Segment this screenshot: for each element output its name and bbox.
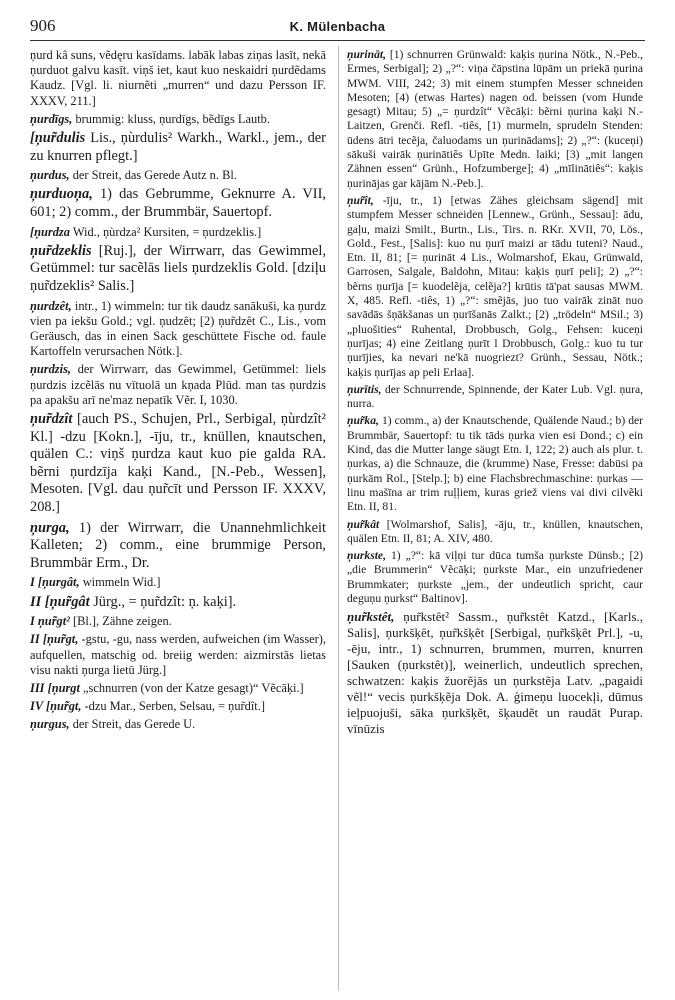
running-head: K. Mülenbacha	[289, 19, 386, 34]
dictionary-entry: ņur̃kstêt, ņur̃kstêt² Sassm., ņur̃kstêt Katzd., [Karls., Salis], ņurkšķêt, ņur̃kšķêt [Serbigal, ņur̃kšķêt Prl.], -u, -ēju, intr., 1) schnurren, brummen, murren, knurren [Sauken (ņurkstêt)], weinerlich, undeutlich sprechen, schwatzen: kaķis žuorẽjās un ņurkstẽja Latv. „pagaidi vẽl!“ vecis ņurkšķẽja Dok. A. ģimeņu luocekļi, dūmus ieļpuojuši, sāka ņurkšķẽt, šķaudẽt un raudāt Purap. vīnūzis	[347, 609, 643, 737]
dictionary-entry: ņurduoņa, 1) das Gebrumme, Geknurre A. VII, 601; 2) comm., der Brummbär, Sauertopf.	[30, 186, 326, 220]
dictionary-entry: III [ņurgt „schnurren (von der Katze gesagt)“ Vẽcāķi.]	[30, 680, 304, 695]
page-number: 906	[30, 16, 56, 35]
page-header	[30, 14, 645, 40]
dictionary-entry: ņurga, 1) der Wirrwarr, die Unannehmlichkeit Kalleten; 2) comm., eine brummige Person, Brummbär Erm., Dr.	[30, 519, 326, 571]
dictionary-entry: ņurdīgs, brummig: kluss, ņurdīgs, bẽdīgs Lautb.	[30, 111, 270, 126]
dictionary-entry: I [ņurgât, wimmeln Wid.]	[30, 575, 161, 590]
dictionary-entry: ņurināt, [1) schnurren Grünwald: kaķis ņurina Nötk., N.-Peb., Ermes, Serbigal]; 2) „?“: viņa čāpstina lūpām un priekā ņurina MWM. VIII, 242; 3) mit einem stumpfen Messer schneiden Mesoten; [4) (etwas Hartes) nagen od. beissen (vom Hunde gesagt) Mitau; 5) „= ņurdzît“ Vẽcāķi: bẽrni ņurina kaķi N.-Laitzen, Grenči. Refl. -tiês, [1) murmeln, sprudeln Stenden: ūdens ātri tecẽja, čaluodams un ņurinādams]; 2) „?“: (kuceņi) sākuši vairāk ņurinātiês Upīte Medn. laiki; [3) „mit langen Zähnen essen“ Grünh., Hofzumberge]; 4) „mīlinātiês“: kaķis ņurinājas gar kājām N.-Peb.].	[347, 48, 643, 190]
header-rule	[30, 40, 645, 41]
dictionary-entry: ņurd kâ suns, vẽdęru kasīdams. labāk labas ziņas lasīt, nekā ņurduot galvu kasīt. viņš iet, kaut kuo neskaidri ņurdẽdams Kaudz. [Vgl. li. niurnẽti „murren“ und dazu Persson IF. XXXV, 211.]	[30, 48, 326, 108]
dictionary-entry: ņur̃kât [Wolmarshof, Salis], -āju, tr., knüllen, knautschen, quälen Etn. II, 81; A. XIV, 480.	[347, 517, 643, 545]
dictionary-entry: II [ņur̃gât Jürg., = ņur̃dzît: ņ. kaķi].	[30, 593, 237, 610]
dictionary-entry: ņurdzis, der Wirrwarr, das Gewimmel, Getümmel: liels ņurdzis izcẽlās nu vītuolā un kņada Plūd. man tas ņurdzis pa apakšu arī ne'maz nepatīk Vẽr. I, 1030.	[30, 362, 326, 407]
left-column	[30, 48, 326, 993]
dictionary-entry: ņur̃ît, -īju, tr., 1) [etwas Zähes gleichsam sägend] mit stumpfem Messer schneiden [Lennew., Grünh., Sessau]: ādu, gaļu, maizi Smilt., Burtn., Lis., Tirs. n. RKr. XVII, 70, Lös., Gold., Fest., [Salis]: kuo nu ņurī maizi ar tādu tuteni? Naud., Etn. II, 81; [= ņurināt 4 Lis., Wolmarshof, Ekau, Grünwald, Garrosen, Salgale, Baldohn, Mitau: kaķis ņurī peli]; 2) „?“: bẽrns ņurīja [= kuodelẽja, celẽja?] krūtis tā'pat sausas MWM. X, 485. Refl. -tiês, 1) „?“: smẽjās, juo tuo vairāk zināt nuo savādās šņākšanas un ņurīšanās Zalkt.; [2) „trödeln“ MSil.; 3) „pluošities“ Ruhental, Drobbusch, Golg., Fehsen: kuceņi ņurījas; 4) eine Zeitlang ņurīt l Drobbusch, Golg.: kuo tu tur ņurījies, ka nevari ne'kā nuogriezt? Grünh., Sessau, Nötk.; kaķis ņurījas ap peli Erlaa].	[347, 193, 643, 379]
dictionary-entry: II [ņur̃gt, -gstu, -gu, nass werden, aufweichen (im Wasser), aufquellen, matschig od. breiig werden: aizmirstās lietas visu nakti ņurga lietū Jürg.]	[30, 632, 326, 677]
dictionary-entry: [ņurdza Wid., ņùrdza² Kursiten, = ņurdzeklis.]	[30, 224, 262, 239]
dictionary-entry: ņurdzêt, intr., 1) wimmeln: tur tik daudz sanākuši, ka ņurdz vien pa iekšu Gold.; vgl. ņudzêt; [2) ņur̃dzêt C., Lis., vom Geräusch, das in einen Sack geschüttete Fische od. faule Kartoffeln verursachen Nötk.].	[30, 298, 326, 359]
column-divider	[338, 46, 339, 991]
dictionary-entry: ņur̃ka, 1) comm., a) der Knautschende, Quälende Naud.; b) der Brummbär, Sauertopf: tu tik tāds ņurka vien esi Dond.; c) ein Kind, das die Mutter lange säugt Etn. I, 122; 2) auch als plur. t. ņurkas, a) die Schnauze, die (krumme) Nase, Fresse: dabūsi pa ņurkām Rol., [Stelp.]; b) eine Flachsbrechmaschine: ņurkas — linu mašīna ar trim ruļļiem, kuras griež viens vai divi cilvẽki Etn. II, 81.	[347, 414, 643, 514]
dictionary-entry: ņurkste, 1) „?“: kā viļņi tur dūca tumša ņurkste Dünsb.; [2) „die Brummerin“ Vẽcāķi; ņurkste Mar., ein unzufriedener Brummkater; ņurkste „jem., der undeutlich spricht, caur deguņu ņurkst“ Baltinov].	[347, 549, 643, 605]
dictionary-entry: ņur̃dzeklis [Ruj.], der Wirrwarr, das Gewimmel, Getümmel: tur sacẽlās liels ņurdzeklis Gold. [dziļu ņur̃dzeklis² Salis.]	[30, 242, 326, 294]
dictionary-entry: ņur̃dzît [auch PS., Schujen, Prl., Serbigal, ņùrdzît² Kl.] -dzu [Kokn.], -īju, tr., knüllen, knautschen, quälen C.: viņš ņurdza kaut kuo pie galda RA. bẽrni ņurdzīja kaķi Kand., [N.-Peb., Wessen], Mesoten. [Vgl. dau ņur̃cīt und Persson IF. XXXV, 208.]	[30, 411, 326, 515]
dictionary-entry: I ņur̃gt² [Bl.], Zähne zeigen.	[30, 614, 172, 629]
dictionary-entry: IV [ņur̃gt, -dzu Mar., Serben, Selsau, = ņur̃dît.]	[30, 699, 265, 714]
dictionary-entry: ņurītis, der Schnurrende, Spinnende, der Kater Lub. Vgl. ņura, nurra.	[347, 382, 643, 411]
right-column	[347, 48, 643, 993]
dictionary-entry: ņurdus, der Streit, das Gerede Autz n. Bl.	[30, 168, 237, 183]
dictionary-entry: [ņur̃dulis Lis., ņùrdulis² Warkh., Warkl., jem., der zu knurren pflegt.]	[30, 130, 326, 164]
dictionary-entry: ņurgus, der Streit, das Gerede U.	[30, 717, 196, 732]
